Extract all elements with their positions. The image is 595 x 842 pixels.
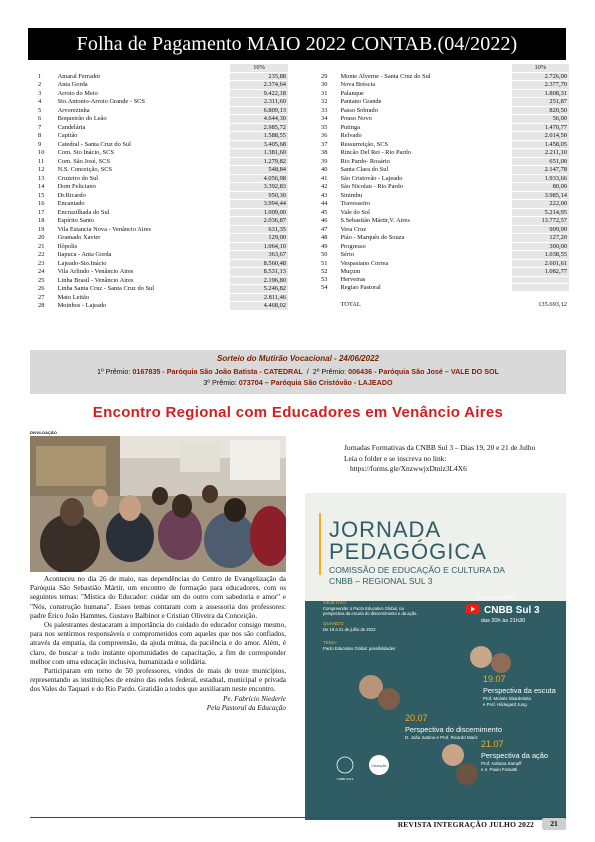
youtube-icon xyxy=(465,604,480,614)
row-number: 18 xyxy=(38,217,45,224)
row-number: 40 xyxy=(321,166,328,173)
footer-rule xyxy=(30,817,566,818)
payroll-value: 3.405,68 xyxy=(230,140,288,149)
parish-name: Vespasiano Correa xyxy=(340,259,389,267)
table-row xyxy=(36,149,288,158)
table-row xyxy=(36,251,288,260)
payroll-value: 300,00 xyxy=(512,242,569,251)
day-3-date: 21.07 xyxy=(481,739,504,749)
table-row xyxy=(319,98,569,107)
table-row xyxy=(319,149,569,158)
row-number: 4 xyxy=(38,98,42,105)
parish-name: Catedral - Santa Cruz do Sul xyxy=(57,140,131,148)
table-row xyxy=(36,157,288,166)
row-number: 34 xyxy=(321,115,328,122)
parish-name: Linha Santa Cruz - Santa Cruz do Sul xyxy=(57,285,154,292)
row-number xyxy=(319,298,338,309)
table-row xyxy=(319,284,569,292)
payroll-value: 2.726,00 xyxy=(512,72,569,81)
table-row xyxy=(36,174,288,183)
raffle-results-box xyxy=(30,350,566,394)
parish-name: Rincão Del Rei - Rio Pardo xyxy=(340,149,411,156)
payroll-value: 127,20 xyxy=(512,234,569,243)
parish-name: Ressurreição, SCS xyxy=(340,140,389,148)
row-number: 26 xyxy=(38,285,45,292)
parish-name: Com. São José, SCS xyxy=(57,157,110,165)
table-row xyxy=(36,89,288,98)
payroll-value: 129,00 xyxy=(230,234,288,243)
payroll-table-right xyxy=(319,64,569,309)
payroll-value: 251,87 xyxy=(512,98,569,107)
parish-name: Relvado xyxy=(340,132,362,139)
row-number: 11 xyxy=(38,157,45,165)
payroll-value: 9.422,18 xyxy=(230,89,288,98)
payroll-value: 2.377,70 xyxy=(512,81,569,90)
prize-separator: / xyxy=(306,367,309,376)
row-number: 8 xyxy=(38,132,42,139)
parish-name: Vera Cruz xyxy=(340,225,367,233)
payroll-value: 2.985,72 xyxy=(230,123,288,132)
educacao-logo xyxy=(369,755,389,775)
row-number: 23 xyxy=(38,259,45,267)
table-row xyxy=(319,81,569,90)
parish-name: Anta Gorda xyxy=(57,81,88,88)
payroll-value: 1.038,55 xyxy=(512,251,569,260)
total-value: 135.693,12 xyxy=(512,298,569,309)
page-footer xyxy=(30,817,566,833)
row-number: 37 xyxy=(321,140,328,148)
row-number: 47 xyxy=(321,225,328,233)
article-body xyxy=(30,575,286,713)
row-number: 1 xyxy=(38,72,42,80)
total-label: TOTAL xyxy=(340,300,361,308)
poster-subtitle-1: COMISSÃO DE EDUCAÇÃO E CULTURA DA xyxy=(329,565,506,575)
table-row xyxy=(36,123,288,132)
table-row xyxy=(319,276,569,284)
row-number: 54 xyxy=(321,283,328,291)
payroll-value: 4.644,30 xyxy=(230,115,288,124)
row-number: 32 xyxy=(321,98,328,105)
payroll-value: 631,35 xyxy=(230,225,288,234)
parish-name: Encruzilhada do Sul xyxy=(57,208,110,216)
row-number: 24 xyxy=(38,268,45,275)
row-number: 17 xyxy=(38,208,45,216)
row-number: 46 xyxy=(321,217,328,224)
row-number: 31 xyxy=(321,89,328,97)
table-row xyxy=(36,285,288,294)
article-author: Pe. Fabrício Niederle xyxy=(223,694,286,703)
row-number: 16 xyxy=(38,200,45,207)
event-photo xyxy=(30,436,286,572)
jornada-pedagogica-poster xyxy=(305,493,566,820)
parish-name: Cruzeiro do Sul xyxy=(57,174,99,182)
parish-name: Linha Brasil - Venâncio Aires xyxy=(57,276,134,284)
table-row xyxy=(36,115,288,124)
article-paragraph: Aconteceu no dia 26 de maio, nas dependências do Centro de Evangelização da Paróquia São Sebastião Mártir, um encontro de formação para educadores, com os seguintes temas: "Mística do Educador: cuidar um do outro com sabedoria e amor" e "Nós, construção humana". Esses temas contaram com a assessoria dos professores: padre Érico João Hammes, Gustavo Balbinot e Cristian Oliveira da Conceição. xyxy=(30,575,286,620)
parish-name: S.Sebastião Mártir,V. Aires xyxy=(340,217,410,224)
day-1-speaker-1: Prof. Moisés Sbardelotto xyxy=(483,696,532,701)
row-number: 30 xyxy=(321,81,328,88)
parish-name: Santa Clara do Sul xyxy=(340,166,389,173)
parish-name: Travesseiro xyxy=(340,200,371,207)
table-row xyxy=(36,98,288,107)
parish-name: Itapuca - Anta Gorda xyxy=(57,251,112,258)
objetivo-text-2: perspectiva da escuta do discernimento e da ação. xyxy=(323,611,418,616)
parish-name: Dom Feliciano xyxy=(57,183,96,190)
jornadas-line-1: Jornadas Formativas da CNBB Sul 3 – Dias 19, 20 e 21 de Julho xyxy=(344,443,536,452)
parish-name: Lajeado-Sto.Inácio xyxy=(57,259,107,267)
table-row xyxy=(319,217,569,226)
poster-title-2: PEDAGÓGICA xyxy=(329,539,487,564)
payroll-value: 651,00 xyxy=(512,157,569,166)
row-number: 21 xyxy=(38,242,45,250)
table-row xyxy=(319,106,569,115)
table-row xyxy=(36,191,288,200)
payroll-value: 909,90 xyxy=(512,225,569,234)
parish-name: Encantado xyxy=(57,200,85,207)
row-number: 7 xyxy=(38,123,42,131)
payroll-value: 80,00 xyxy=(512,183,569,192)
parish-name: Pouso Novo xyxy=(340,115,372,122)
payroll-value: 2.811,46 xyxy=(230,293,288,302)
parish-name: Pião - Marquês de Souza xyxy=(340,234,405,241)
tema-text: Pacto Educativo Global: possibilidades xyxy=(323,646,396,651)
row-number: 10 xyxy=(38,149,45,156)
payroll-value: 6.809,13 xyxy=(230,106,288,115)
row-number: 33 xyxy=(321,106,328,114)
day-3-speaker-1: Prof. Adriana Kampff xyxy=(481,761,522,766)
parish-name: Espírito Santo xyxy=(57,217,94,224)
parish-name: Boqueirão do Leão xyxy=(57,115,107,122)
table-row xyxy=(319,183,569,192)
payroll-value: 363,67 xyxy=(230,251,288,260)
row-number: 53 xyxy=(321,276,328,283)
quando-label: QUANDO: xyxy=(323,621,345,626)
parish-name: Com. Sto Inácio, SCS xyxy=(57,149,114,156)
table-row xyxy=(319,200,569,209)
parish-name: Dr.Ricardo xyxy=(57,191,86,199)
parish-name: Passo Sobrado xyxy=(340,106,378,114)
table-row xyxy=(36,217,288,226)
payroll-value: 548,84 xyxy=(230,166,288,175)
payroll-value: 4.468,02 xyxy=(230,302,288,311)
row-number: 36 xyxy=(321,132,328,139)
payroll-value: 2.601,61 xyxy=(512,259,569,268)
table-row xyxy=(319,123,569,132)
parish-name: Candelária xyxy=(57,123,86,131)
parish-name: Palanque xyxy=(340,89,364,97)
parish-name: Arvorezinha xyxy=(57,106,90,114)
payroll-value: 8.531,13 xyxy=(230,268,288,277)
payroll-value: 2.311,60 xyxy=(230,98,288,107)
payroll-value: 13.772,57 xyxy=(512,217,569,226)
raffle-title: Sorteio do Mutirão Vocacional - 24/06/2022 xyxy=(217,354,379,363)
table-row xyxy=(319,132,569,141)
page-title: Folha de Pagamento MAIO 2022 CONTAB.(04/2022) xyxy=(28,28,566,60)
row-number: 15 xyxy=(38,191,45,199)
row-number: 35 xyxy=(321,123,328,131)
poster-title-1: JORNADA xyxy=(329,517,442,542)
article-paragraph: Os palestrantes destacaram a importância do cuidado do educador consigo mesmo, para nos sentirmos responsáveis e comprometidos com aqueles que nos são confiados, através da empatia, da compreensão, da ajuda mútua, da paciência e do amor. Além, é claro, de buscar a todo instante oportunidades de capacitação, a fim de corresponder melhor com uma educação inclusiva, humanizada e solidária. xyxy=(30,621,286,666)
tema-label: TEMA: xyxy=(323,640,338,645)
table-row xyxy=(36,242,288,251)
payroll-value: 1.588,55 xyxy=(230,132,288,141)
parish-name: Rio Pardo- Rosário xyxy=(340,157,390,165)
parish-name: Muçum xyxy=(340,268,361,275)
payroll-value: 1.064,10 xyxy=(230,242,288,251)
row-number: 13 xyxy=(38,174,45,182)
row-number: 6 xyxy=(38,115,42,122)
table-row xyxy=(36,132,288,141)
table-row xyxy=(36,234,288,243)
day-2-date: 20.07 xyxy=(405,713,428,723)
column-header: 10% xyxy=(512,64,569,72)
payroll-value: 1.458,05 xyxy=(512,140,569,149)
table-row xyxy=(36,276,288,285)
row-number: 51 xyxy=(321,259,328,267)
payroll-value: 3.994,44 xyxy=(230,200,288,209)
row-number: 49 xyxy=(321,242,328,250)
jornadas-line-2: Leia o folder e se inscreva no link: xyxy=(344,453,447,463)
row-number: 2 xyxy=(38,81,42,88)
payroll-value: 2.211,10 xyxy=(512,149,569,158)
table-row xyxy=(319,166,569,175)
row-number: 27 xyxy=(38,293,45,301)
objetivo-label: OBJETIVO: xyxy=(323,600,347,605)
payroll-table-left xyxy=(36,64,288,311)
row-number: 29 xyxy=(321,72,328,80)
table-row xyxy=(319,234,569,243)
payroll-value: 1.933,66 xyxy=(512,174,569,183)
table-row xyxy=(36,106,288,115)
payroll-value: 2.196,80 xyxy=(230,276,288,285)
table-row xyxy=(36,302,288,311)
magazine-name: REVISTA INTEGRAÇÃO JULHO 2022 xyxy=(397,820,534,829)
row-number: 52 xyxy=(321,268,328,275)
quando-text: De 19 a 21 de julho de 2022 xyxy=(323,627,376,632)
table-row xyxy=(319,225,569,234)
channel-name: CNBB Sul 3 xyxy=(484,605,540,616)
parish-name: Amaral Ferrador xyxy=(57,72,101,80)
table-row xyxy=(36,183,288,192)
table-row xyxy=(36,293,288,302)
payroll-value: 3.392,83 xyxy=(230,183,288,192)
row-number: 39 xyxy=(321,157,328,165)
raffle-line-1 xyxy=(30,367,566,376)
parish-name: Mato Leitão xyxy=(57,293,90,301)
objetivo-text-1: Compreender o Pacto Educativo Global, na xyxy=(323,606,404,611)
table-row xyxy=(36,208,288,217)
poster-subtitle-2: CNBB – REGIONAL SUL 3 xyxy=(329,576,433,586)
payroll-value: 1.009,00 xyxy=(230,208,288,217)
parish-name: Ilópolis xyxy=(57,242,78,250)
parish-name: Herveiras xyxy=(340,276,366,283)
payroll-value: 5.214,95 xyxy=(512,208,569,217)
table-row xyxy=(36,72,288,81)
row-number: 38 xyxy=(321,149,328,156)
registration-link[interactable]: https://forms.gle/XnzwwjxDtniz3L4X6 xyxy=(350,464,467,473)
day-2-title: Perspectiva do discernimento xyxy=(405,725,502,734)
live-label: Live no youtube xyxy=(475,595,515,601)
parish-name: Gramado Xavier xyxy=(57,234,101,241)
payroll-value xyxy=(512,276,569,284)
payroll-value: 2.147,78 xyxy=(512,166,569,175)
row-number: 50 xyxy=(321,251,328,258)
jornadas-announcement xyxy=(344,443,566,475)
raffle-line-2 xyxy=(30,378,566,387)
parish-name: Regiao Pastoral xyxy=(340,283,381,291)
day-3-title: Perspectiva da ação xyxy=(481,751,548,760)
table-row xyxy=(319,140,569,149)
parish-name: São Cristovão - Lajeado xyxy=(340,174,403,182)
parish-name: N.S. Conceição, SCS xyxy=(57,166,113,173)
parish-name: Moinhos - Lajeado xyxy=(57,302,107,309)
row-number: 14 xyxy=(38,183,45,190)
page-number: 21 xyxy=(542,818,566,830)
payroll-value: 8.560,48 xyxy=(230,259,288,268)
payroll-value: 235,88 xyxy=(230,72,288,81)
payroll-value: 1.808,31 xyxy=(512,89,569,98)
row-number: 3 xyxy=(38,89,42,97)
day-2-speakers: D. João Justino e Prof. Ricardo Mariz xyxy=(405,735,478,740)
table-row xyxy=(36,200,288,209)
payroll-value: 820,50 xyxy=(512,106,569,115)
parish-name: Pantano Grande xyxy=(340,98,382,105)
live-time: das 20h às 21h30 xyxy=(480,618,526,624)
payroll-value: 1.470,77 xyxy=(512,123,569,132)
table-row xyxy=(319,157,569,166)
row-number: 45 xyxy=(321,208,328,216)
parish-name: Vale do Sol xyxy=(340,208,370,216)
row-number: 9 xyxy=(38,140,42,148)
payroll-value: 2.374,64 xyxy=(230,81,288,90)
table-row xyxy=(319,115,569,124)
row-number: 25 xyxy=(38,276,45,284)
table-row xyxy=(319,174,569,183)
cnbb-logo-text: CNBB SUL3 xyxy=(336,777,354,781)
row-number: 48 xyxy=(321,234,328,241)
parish-name: Vila Estancia Nova - Venâncio Aires xyxy=(57,225,151,233)
payroll-value: 1.381,60 xyxy=(230,149,288,158)
parish-name: São Nicolau - Rio Pardo xyxy=(340,183,403,190)
table-row xyxy=(319,191,569,200)
row-number: 22 xyxy=(38,251,45,258)
table-row xyxy=(319,89,569,98)
payroll-value: 2.014,50 xyxy=(512,132,569,141)
parish-name: Sério xyxy=(340,251,354,258)
table-row xyxy=(319,208,569,217)
parish-name: Capitão xyxy=(57,132,78,139)
table-row xyxy=(36,259,288,268)
day-1-title: Perspectiva da escuta xyxy=(483,686,556,695)
prize-3-label: 3º Prêmio: xyxy=(203,378,237,387)
educacao-logo-text: Educação xyxy=(371,764,387,768)
parish-name: Nova Bréscia xyxy=(340,81,376,88)
table-row xyxy=(36,268,288,277)
row-number: 12 xyxy=(38,166,45,173)
day-1-speaker-2: e Prof. Hildegard Jung xyxy=(483,702,527,707)
table-row xyxy=(319,268,569,277)
payroll-value: 2.036,87 xyxy=(230,217,288,226)
table-row xyxy=(36,166,288,175)
row-number: 44 xyxy=(321,200,328,207)
parish-name: Putinga xyxy=(340,123,360,131)
prize-3-text: 073704 – Paróquia São Cristóvão - LAJEADO xyxy=(238,378,393,387)
prize-2-label: 2º Prêmio: xyxy=(312,367,347,376)
payroll-value: 222,00 xyxy=(512,200,569,209)
column-header: 10% xyxy=(230,64,288,72)
row-number: 20 xyxy=(38,234,45,241)
payroll-value: 5.246,82 xyxy=(230,285,288,294)
row-number: 5 xyxy=(38,106,42,114)
photo-credit: DIVULGAÇÃO xyxy=(30,430,57,435)
table-row xyxy=(36,140,288,149)
section-title: Encontro Regional com Educadores em Venâncio Aires xyxy=(92,404,504,421)
total-row xyxy=(319,298,569,309)
payroll-value: 1.279,82 xyxy=(230,157,288,166)
table-row xyxy=(36,225,288,234)
parish-name: Vila Arlindo - Venâncio Aires xyxy=(57,268,134,275)
prize-2-text: 006436 - Paróquia São José – VALE DO SOL xyxy=(348,367,500,376)
prize-1-text: 0167835 - Paróquia São João Batista - CATEDRAL xyxy=(132,367,303,376)
payroll-value: 4.056,98 xyxy=(230,174,288,183)
row-number: 43 xyxy=(321,191,328,199)
payroll-value: 56,00 xyxy=(512,115,569,124)
parish-name: Arroio do Meio xyxy=(57,89,98,97)
parish-name: Progresso xyxy=(340,242,366,250)
row-number: 42 xyxy=(321,183,328,190)
table-row xyxy=(319,259,569,268)
row-number: 19 xyxy=(38,225,45,233)
parish-name: Monte Alverne - Santa Cruz do Sul xyxy=(340,72,431,80)
day-1-date: 19.07 xyxy=(483,674,506,684)
payroll-value: 3.985,14 xyxy=(512,191,569,200)
table-row xyxy=(319,72,569,81)
table-row xyxy=(319,242,569,251)
article-paragraph: Participaram em torno de 50 professores, vindos de mais de treze municípios, representando as instituições de ensino das redes federal, estadual, municipal e privada dos Vales do Taquari e do Rio Pardo. Gratidão a todos que auxiliaram neste encontro. xyxy=(30,667,286,694)
payroll-value xyxy=(512,284,569,292)
row-number: 28 xyxy=(38,302,45,309)
day-3-speaker-2: e Ir. Paulo Fossatti xyxy=(481,767,518,772)
prize-1-label: 1º Prêmio: xyxy=(96,367,131,376)
table-row xyxy=(36,81,288,90)
payroll-value: 1.082,77 xyxy=(512,268,569,277)
payroll-value: 950,30 xyxy=(230,191,288,200)
row-number: 41 xyxy=(321,174,328,182)
table-row xyxy=(319,251,569,260)
parish-name: Sinimbu xyxy=(340,191,363,199)
parish-name: Sto.Antonio-Arroio Grande - SCS xyxy=(57,98,145,105)
article-author-org: Pela Pastoral da Educação xyxy=(206,703,286,712)
